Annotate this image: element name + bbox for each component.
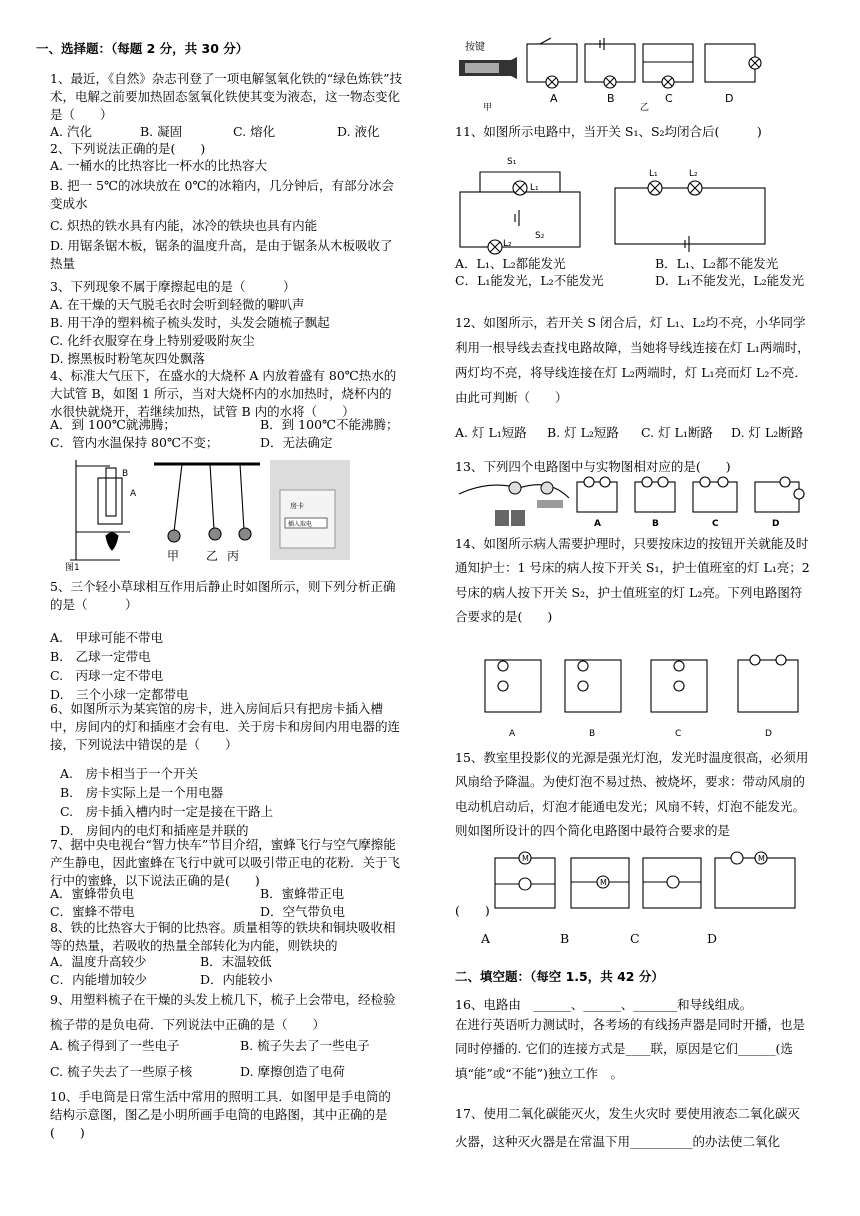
q12-option-c: C. 灯 L₁断路 [641, 425, 713, 440]
fig1-label-a: A [130, 489, 137, 499]
q1-option-b: B. 凝固 [140, 124, 183, 139]
q13-circuit-d [755, 477, 804, 512]
q15-stem: 15、教室里投影仪的光源是强光灯泡，发光时温度很高，必须用风扇给予降温。为使灯泡不易过热、被烧坏，要求：带动风扇的电动机启动后，灯泡才能通电发光；风扇不转，灯泡不能发光。则如图所设计的四个简化电路图中最符合要求的是 [455, 750, 809, 839]
q6-option-d: D. 房间内的电灯和插座是并联的 [60, 823, 249, 838]
q4-option-c: C．管内水温保持 80℃不变； [50, 435, 219, 450]
q8-option-d: D．内能较小 [200, 972, 273, 987]
fig1-caption: 图1 [65, 563, 80, 573]
q1-option-c: C. 熔化 [233, 124, 276, 139]
q13-label-b: B [652, 519, 659, 529]
q13-physical-circuit [459, 482, 569, 526]
q7-stem: 7、据中央电视台“智力快车”节目介绍，蜜蜂飞行与空气摩擦能产生静电，因此蜜蜂在飞行中就可以吸引带正电的花粉．关于飞行中的蜜蜂，以下说法正确的是( ) [50, 837, 401, 889]
q4-q5-q6-figures [65, 458, 410, 573]
three-balls-figure [154, 464, 260, 542]
q8-option-c: C．内能增加较少 [50, 972, 148, 987]
fig10-label-a: A [550, 92, 558, 105]
q12-option-a: A. 灯 L₁短路 [455, 425, 527, 440]
q15-label-b: B [560, 931, 570, 946]
q5-option-d: D. 三个小球一定都带电 [50, 687, 189, 702]
q15-answer-paren: ( ) [455, 903, 490, 918]
q4-stem: 4、标准大气压下，在盛水的大烧杯 A 内放着盛有 80℃热水的大试管 B，如图 1 所示，当对大烧杯内的水加热时，烧杯内的水很快就烧开，若继续加热，试管 B 内的水将（ ） [50, 368, 397, 420]
q2-option-a: A. 一桶水的比热容比一杯水的比热容大 [50, 158, 267, 173]
q15-label-c: C [630, 931, 640, 946]
q3-option-d: D. 擦黑板时粉笔灰四处飘落 [50, 351, 206, 366]
section2-heading: 二、填空题：（每空 1.5，共 42 分） [455, 969, 664, 984]
q12-circuit [615, 181, 765, 252]
q17-stem: 17、使用二氧化碳能灭火，发生火灾时 要使用液态二氧化碳灭火器，这种灭火器是在常温下用__________的办法使二氧化 [455, 1106, 800, 1149]
q13-circuit-c [693, 477, 737, 512]
q12-option-d: D. 灯 L₂断路 [731, 425, 804, 440]
fig10-circuit-b [585, 38, 635, 88]
q1-option-a: A. 汽化 [50, 124, 92, 139]
q1-option-d: D. 液化 [337, 124, 380, 139]
q7-option-a: A．蜜蜂带负电 [50, 886, 135, 901]
q5-stem: 5、三个轻小草球相互作用后静止时如图所示，则下列分析正确的是（ ） [50, 579, 396, 613]
q11-q12-circuits [455, 150, 815, 255]
q11-option-c: C．L₁能发光，L₂不能发光 [455, 273, 604, 288]
q11-s1: S₁ [507, 157, 517, 167]
q9-stem: 9、用塑料梳子在干燥的头发上梳几下，梳子上会带电，经检验梳子带的是负电荷．下列说法中正确的是（ ） [50, 992, 396, 1032]
q15-motor-b: M [600, 878, 607, 887]
q13-label-a: A [594, 519, 601, 529]
q15-label-a: A [481, 931, 491, 946]
q9-option-c: C. 梳子失去了一些原子核 [50, 1064, 193, 1079]
q14-label-a: A [509, 729, 516, 739]
q16-line1: 16、电路由 ______、______、_______和导线组成。 [455, 997, 753, 1012]
q11-option-b: B．L₁、L₂都不能发光 [655, 256, 779, 271]
q12-l2: L₂ [689, 169, 698, 179]
flashlight-structure [459, 57, 517, 79]
fig10-yi: 乙 [640, 103, 650, 113]
q9-option-d: D. 摩擦创造了电荷 [240, 1064, 346, 1079]
fig10-label-d: D [725, 92, 734, 105]
q13-figures [455, 474, 815, 530]
q11-stem: 11、如图所示电路中，当开关 S₁、S₂均闭合后( ) [455, 124, 762, 139]
q3-option-c: C. 化纤衣服穿在身上特别爱吸附灰尘 [50, 333, 255, 348]
q15-motor-a: M [522, 854, 529, 863]
q7-option-c: C．蜜蜂不带电 [50, 904, 135, 919]
q13-stem: 13、下列四个电路图中与实物图相对应的是( ) [455, 459, 731, 474]
q12-stem: 12、如图所示，若开关 S 闭合后，灯 L₁、L₂均不亮，小华同学利用一根导线去查找电路故障，当她将导线连接在灯 L₁两端时，两灯均不亮，将导线连接在灯 L₂两端时，灯 L₁亮而灯 L₂不亮．由此可判断（ ） [455, 315, 810, 405]
q6-option-a: A. 房卡相当于一个开关 [60, 766, 199, 781]
q4-option-b: B．到 100℃不能沸腾； [260, 417, 399, 432]
q14-circuit-a [485, 660, 541, 712]
q15-circuits [493, 852, 813, 914]
q10-flashlight-figures [455, 38, 805, 116]
q15-motor-d: M [758, 854, 765, 863]
fig10-label-b: B [607, 92, 615, 105]
q12-option-b: B. 灯 L₂短路 [547, 425, 619, 440]
q11-option-a: A．L₁、L₂都能发光 [455, 256, 566, 271]
room-card-text-2: 插入取电 [288, 521, 313, 528]
q15-circuit-c [643, 858, 701, 908]
q11-l1: L₁ [530, 183, 539, 193]
room-card-photo [270, 460, 350, 560]
q6-option-c: C. 房卡插入槽内时一定是接在干路上 [60, 804, 274, 819]
q16-line2: 在进行英语听力测试时，各考场的有线扬声器是同时开播，也是同时停播的. 它们的连接方式是____联，原因是它们______(选填“能”或“不能”)独立工作 。 [455, 1017, 806, 1081]
room-card-text-1: 房卡 [290, 502, 304, 510]
fig1-apparatus [70, 460, 130, 560]
fig10-label-c: C [665, 92, 673, 105]
q9-option-a: A. 梳子得到了一些电子 [50, 1038, 180, 1053]
q13-circuit-a [577, 477, 617, 512]
q8-stem: 8、铁的比热容大于铜的比热容。质量相等的铁块和铜块吸收相等的热量，若吸收的热量全部转化为内能，则铁块的 [50, 920, 396, 954]
q7-option-d: D．空气带负电 [260, 904, 346, 919]
flashlight-button-label: 按键 [465, 42, 485, 53]
q14-label-b: B [589, 729, 596, 739]
fig10-circuit-a [527, 38, 577, 88]
q2-stem: 2、下列说法正确的是( ) [50, 141, 206, 156]
q14-label-d: D [765, 729, 772, 739]
q14-circuits [483, 656, 813, 740]
q8-option-a: A．温度升高较少 [50, 954, 147, 969]
ball-label-bing: 丙 [227, 549, 240, 563]
q14-circuit-c [651, 660, 707, 712]
q11-option-d: D．L₁不能发光，L₂能发光 [655, 273, 805, 288]
q11-circuit [460, 172, 580, 254]
q10-stem: 10、手电筒是日常生活中常用的照明工具．如图甲是手电筒的结构示意图，图乙是小明所画手电筒的电路图，其中正确的是( ) [50, 1089, 391, 1141]
q5-option-b: B. 乙球一定带电 [50, 649, 151, 664]
fig10-jia: 甲 [483, 103, 493, 113]
q2-option-b: B. 把一 5℃的冰块放在 0℃的冰箱内，几分钟后，有部分冰会变成水 [50, 178, 394, 212]
q13-label-d: D [772, 519, 780, 529]
q9-option-b: B. 梳子失去了一些电子 [240, 1038, 370, 1053]
q4-option-a: A．到 100℃就沸腾； [50, 417, 176, 432]
q8-option-b: B．末温较低 [200, 954, 272, 969]
q2-option-c: C. 炽热的铁水具有内能，冰冷的铁块也具有内能 [50, 218, 318, 233]
q2-option-d: D. 用锯条锯木板，锯条的温度升高，是由于锯条从木板吸收了热量 [50, 238, 393, 272]
q14-circuit-d [738, 655, 798, 712]
q14-label-c: C [675, 729, 682, 739]
q6-stem: 6、如图所示为某宾馆的房卡，进入房间后只有把房卡插入槽中，房间内的灯和插座才会有电．关于房卡和房间内用电器的连接，下列说法中错误的是（ ） [50, 701, 401, 753]
q12-l1: L₁ [649, 169, 658, 179]
ball-label-jia: 甲 [167, 549, 180, 563]
fig10-circuit-c [643, 44, 693, 88]
q5-option-a: A. 甲球可能不带电 [50, 630, 164, 645]
q11-l2: L₂ [503, 239, 512, 249]
section1-heading: 一、选择题：（每题 2 分，共 30 分） [36, 41, 249, 56]
q11-s2: S₂ [535, 231, 545, 241]
fig10-circuit-d [705, 44, 761, 82]
q14-stem: 14、如图所示病人需要护理时，只要按床边的按钮开关就能及时通知护士：1 号床的病人按下开关 S₁，护士值班室的灯 L₁亮；2 号床的病人按下开关 S₂，护士值班室的灯 L₂亮。下列电路图符合要求的是( ) [455, 536, 810, 625]
q13-circuit-b [635, 477, 675, 512]
ball-label-yi: 乙 [206, 549, 219, 563]
q15-label-d: D [707, 931, 718, 946]
q3-stem: 3、下列现象不属于摩擦起电的是（ ） [50, 279, 296, 294]
q14-circuit-b [565, 660, 621, 712]
q3-option-a: A. 在干燥的天气脱毛衣时会听到轻微的噼叭声 [50, 297, 305, 312]
q6-option-b: B. 房卡实际上是一个用电器 [60, 785, 224, 800]
q3-option-b: B. 用干净的塑料梳子梳头发时，头发会随梳子飘起 [50, 315, 330, 330]
q1-stem: 1、最近，《自然》杂志刊登了一项电解氢氧化铁的“绿色炼铁”技术，电解之前要加热固态氢氧化铁使其变为液态，这一物态变化是（ ） [50, 71, 402, 123]
q5-option-c: C. 丙球一定不带电 [50, 668, 164, 683]
q13-label-c: C [712, 519, 719, 529]
q4-option-d: D．无法确定 [260, 435, 333, 450]
fig1-label-b: B [122, 469, 129, 479]
q15-circuit-d [715, 852, 795, 908]
q7-option-b: B．蜜蜂带正电 [260, 886, 345, 901]
